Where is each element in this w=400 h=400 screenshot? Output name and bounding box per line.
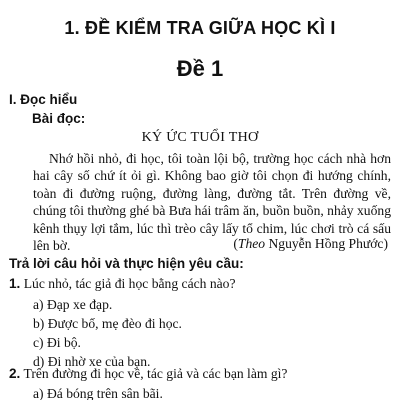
passage-body: Nhớ hồi nhỏ, đi học, tôi toàn lội bộ, trường học cách nhà hơn hai cây số chứ ít ỏi gì. Không bao giờ tôi chọn đi hướng chính, toàn đi đường ruộng, đường làng, đường tắt. Trên đường về, chúng tôi thường ghé bà Bưa hái trâm ăn, buồn buồn, nhảy xuống kênh thụy lợi tắm, lúc thì trèo cây lấy tổ chim, lúc chơi trò cá sấu lên bờ. [33,151,391,254]
question-block-2 [9,365,394,400]
question-number: 1. [9,276,21,291]
reading-label: Bài đọc: [32,111,86,126]
option-item: c) Đi bộ. [33,335,81,350]
option-item: b) Được bố, mẹ đèo đi học. [33,316,182,331]
exam-subtitle: Đề 1 [176,56,224,81]
source-italic: Theo [237,236,266,251]
source-author: Nguyễn Hồng Phước) [265,236,388,251]
exam-title: 1. ĐỀ KIỂM TRA GIỮA HỌC KÌ I [64,18,336,38]
source-prefix: ( [233,236,238,251]
option-item: d) Đi nhờ xe của bạn. [33,354,151,369]
question-block-1 [9,275,394,371]
question-2 [9,365,394,382]
option-item: a) Đá bóng trên sân bãi. [33,386,163,400]
option-item: a) Đạp xe đạp. [33,297,113,312]
passage-title: KÝ ỨC TUỔI THƠ [141,130,259,145]
question-text: Lúc nhỏ, tác giả đi học bằng cách nào? [20,276,236,291]
question-text: Trên đường đi học về, tác giả và các bạn làm gì? [20,366,288,381]
question-1 [9,275,394,292]
options-list-2 [9,384,394,400]
section-heading: I. Đọc hiểu [9,92,78,107]
question-number: 2. [9,366,21,381]
options-list-1 [9,295,394,371]
passage-source [233,236,388,252]
task-heading: Trả lời câu hỏi và thực hiện yêu cầu: [9,256,244,271]
